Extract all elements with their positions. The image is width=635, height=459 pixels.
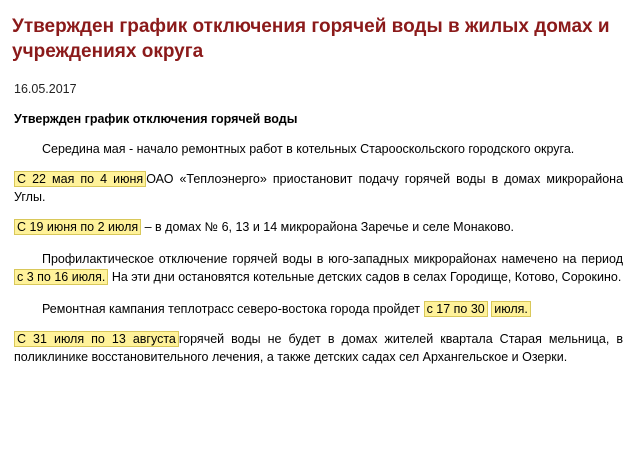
highlight-date-range-1: С 22 мая по 4 июня bbox=[14, 171, 146, 187]
page-title: Утвержден график отключения горячей воды в жилых домах и учреждениях округа bbox=[12, 16, 610, 62]
highlight-date-range-2: С 19 июня по 2 июля bbox=[14, 219, 141, 235]
highlight-date-range-4-cont: июля. bbox=[491, 301, 531, 317]
paragraph-intro bbox=[14, 140, 623, 158]
paragraph-intro-text: Середина мая - начало ремонтных работ в котельных Старооскольского городского округа. bbox=[42, 142, 575, 156]
paragraph-ugly bbox=[14, 170, 623, 206]
paragraph-old-mill bbox=[14, 330, 623, 366]
highlight-date-range-3: с 3 по 16 июля. bbox=[14, 269, 108, 285]
paragraph-northeast-text: Ремонтная кампания теплотрасс северо-востока города пройдет bbox=[42, 302, 424, 316]
paragraph-zarechye-text: – в домах № 6, 13 и 14 микрорайона Заречье и селе Монаково. bbox=[141, 220, 515, 234]
highlight-date-range-4: с 17 по 30 bbox=[424, 301, 488, 317]
publication-date: 16.05.2017 bbox=[14, 82, 77, 96]
article-subtitle: Утвержден график отключения горячей воды bbox=[14, 112, 298, 126]
paragraph-southwest bbox=[14, 250, 623, 286]
paragraph-southwest-text-a: Профилактическое отключение горячей воды в юго-западных микрорайонах намечено на период bbox=[42, 252, 623, 266]
paragraph-northeast bbox=[14, 300, 623, 318]
paragraph-old-mill-text: горячей воды не будет в домах жителей квартала Старая мельница, в поликлинике восстановительного лечения, а также детских садах сел Архангельское и Озерки. bbox=[14, 332, 623, 364]
paragraph-ugly-text: ОАО «Теплоэнерго» приостановит подачу горячей воды в домах микрорайона Углы. bbox=[14, 172, 624, 204]
paragraph-southwest-text-b: На эти дни остановятся котельные детских садов в селах Городище, Котово, Сорокино. bbox=[108, 270, 622, 284]
highlight-date-range-5: С 31 июля по 13 августа bbox=[14, 331, 179, 347]
paragraph-zarechye bbox=[14, 218, 623, 236]
